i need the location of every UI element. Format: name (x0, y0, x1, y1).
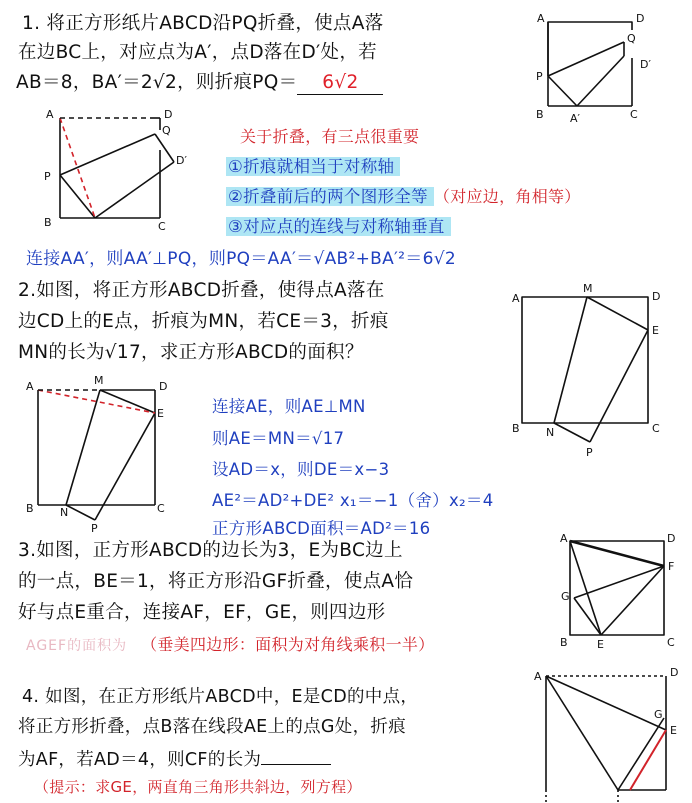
lbl-2b-D: D (159, 380, 168, 393)
lbl-3-A: A (560, 532, 568, 545)
lbl-3-G: G (561, 590, 570, 603)
p4-line1: 4. 如图，在正方形纸片ABCD中，E是CD的中点， (22, 687, 419, 707)
lbl-1a-Q: Q (627, 32, 636, 45)
p2-line3: MN的长为√17，求正方形ABCD的面积？ (18, 342, 364, 363)
p2-line2: 边CD上的E点，折痕为MN，若CE＝3，折痕 (18, 311, 389, 332)
lbl-2a-E: E (652, 324, 659, 337)
p2-sol3: 设AD＝x，则DE＝x−3 (212, 460, 390, 479)
lbl-2a-N: N (546, 426, 555, 439)
lbl-2a-P: P (586, 446, 593, 459)
p2-line1: 2.如图，将正方形ABCD折叠，使得点A落在 (18, 280, 385, 301)
lbl-2b-P: P (91, 522, 98, 535)
p3-line2: 的一点，BE＝1，将正方形沿GF折叠，使点A恰 (18, 571, 414, 592)
fig1a (548, 22, 632, 106)
lbl-1a-D1: D′ (640, 58, 651, 71)
lbl-1b-D: D (164, 108, 173, 121)
lbl-3-B: B (560, 636, 568, 649)
p1-note2-paren: （对应边，角相等） (433, 187, 581, 206)
p4-line3-text: 为AF，若AD＝4，则CF的长为 (18, 750, 262, 770)
lbl-3-C: C (667, 636, 675, 649)
p1-note2-text: ②折叠前后的两个图形全等 (226, 187, 434, 206)
fig2a (522, 297, 648, 442)
lbl-3-F: F (668, 560, 675, 573)
lbl-1b-P: P (44, 170, 51, 183)
lbl-1a-B: B (536, 108, 544, 121)
p1-note1-text: ①折痕就相当于对称轴 (226, 157, 400, 176)
lbl-2a-C: C (652, 422, 660, 435)
lbl-2a-B: B (512, 422, 520, 435)
lbl-2b-E: E (157, 407, 164, 420)
lbl-1b-B: B (44, 216, 52, 229)
lbl-1a-A1: A′ (570, 112, 581, 125)
fig3 (570, 541, 664, 635)
lbl-1b-C: C (158, 220, 166, 233)
lbl-1b-D1: D′ (176, 154, 187, 167)
lbl-3-D: D (667, 532, 676, 545)
lbl-2b-B: B (26, 502, 34, 515)
p3-line1: 3.如图，正方形ABCD的边长为3，E为BC边上 (18, 540, 403, 561)
lbl-2a-D: D (652, 290, 661, 303)
lbl-1b-A: A (46, 108, 54, 121)
lbl-1a-D: D (636, 12, 645, 25)
lbl-2b-N: N (60, 506, 69, 519)
lbl-3-E: E (597, 638, 604, 651)
lbl-2b-M: M (94, 374, 104, 387)
point-labels (26, 12, 678, 737)
lbl-1b-Q: Q (162, 124, 171, 137)
lbl-1a-P: P (536, 70, 543, 83)
lbl-4-G: G (654, 708, 663, 721)
p2-sol4: AE²＝AD²+DE² x₁＝−1（舍）x₂＝4 (212, 491, 494, 510)
p2-sol1: 连接AE，则AE⊥MN (212, 397, 366, 416)
p1-answer: 6√2 (297, 72, 383, 95)
fig2b (38, 390, 155, 520)
p3-hint: （垂美四边形：面积为对角线乘积一半） (141, 635, 435, 654)
p4-line2: 将正方形折叠，点B落在线段AE上的点G处，折痕 (18, 717, 406, 737)
fig4 (546, 676, 666, 803)
p2-sol2: 则AE＝MN＝√17 (212, 429, 345, 448)
fig4-ge-red (630, 730, 666, 790)
lbl-4-A: A (534, 670, 542, 683)
lbl-4-D: D (670, 666, 679, 679)
lbl-1a-C: C (630, 108, 638, 121)
lbl-2b-C: C (157, 502, 165, 515)
p3-line3: 好与点E重合，连接AF，EF，GE，则四边形 (18, 602, 386, 623)
p1-line3-text: AB＝8，BA′＝2√2，则折痕PQ＝ (16, 72, 298, 93)
p1-line1: 1. 将正方形纸片ABCD沿PQ折叠，使点A落 (22, 13, 384, 34)
p1-note-title: 关于折叠，有三点很重要 (240, 127, 420, 146)
fig1b (60, 118, 174, 218)
p4-hint: （提示：求GE，两直角三角形共斜边，列方程） (34, 778, 362, 796)
p1-solution: 连接AA′，则AA′⊥PQ，则PQ＝AA′＝√AB²+BA′²＝6√2 (26, 249, 456, 269)
p3-line4-faded: AGEF的面积为 (26, 638, 128, 654)
lbl-2a-M: M (583, 282, 593, 295)
lbl-4-E: E (670, 724, 677, 737)
lbl-1a-A: A (537, 12, 545, 25)
lbl-2a-A: A (512, 292, 520, 305)
lbl-2b-A: A (26, 380, 34, 393)
p2-sol5: 正方形ABCD面积＝AD²＝16 (212, 519, 431, 538)
p1-line2: 在边BC上，对应点为A′，点D落在D′处，若 (18, 42, 377, 63)
p1-note3-text: ③对应点的连线与对称轴垂直 (226, 217, 451, 236)
